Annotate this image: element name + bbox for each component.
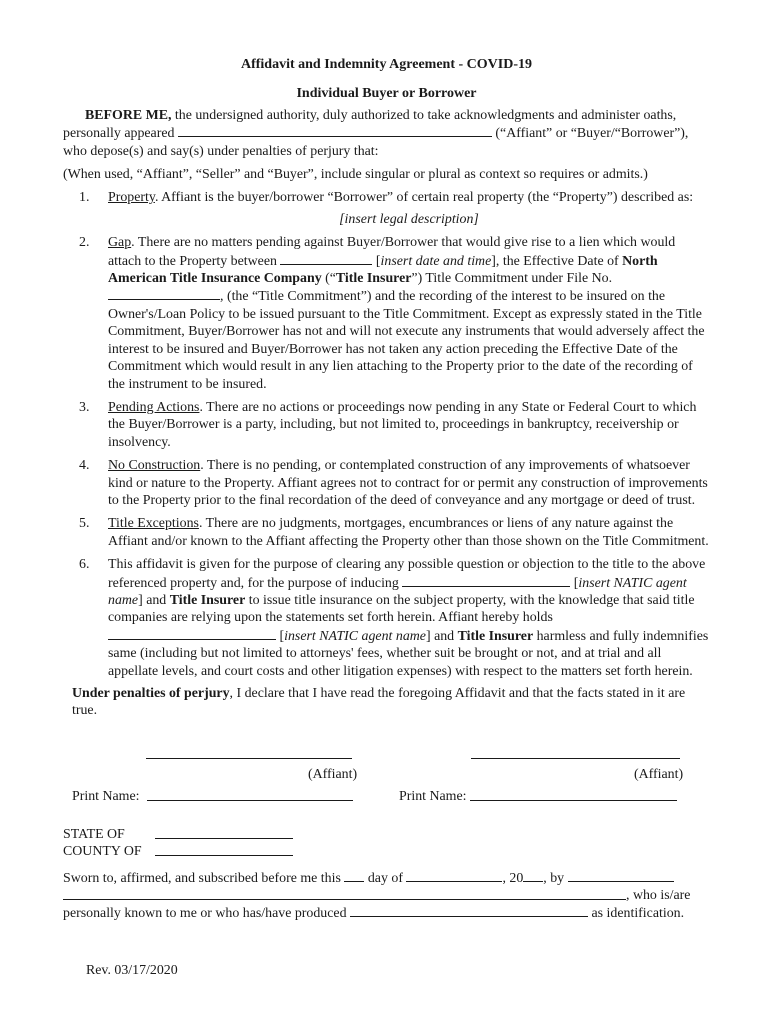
revision-date: Rev. 03/17/2020 bbox=[86, 963, 178, 978]
print-name-field-1[interactable] bbox=[147, 800, 353, 801]
title-insurer-term: Title Insurer bbox=[457, 628, 534, 644]
item-number: 1. bbox=[79, 190, 90, 206]
item-text: . There are no judgments, mortgages, encumbrances or liens of any nature against the Affiant and/or known to the Affiant affecting the Property other than those shown on the Title Commitment. bbox=[108, 516, 709, 549]
item-number: 5. bbox=[79, 516, 90, 532]
item-text: [ bbox=[276, 628, 285, 644]
sworn-text-1: Sworn to, affirmed, and subscribed before me this bbox=[63, 870, 341, 886]
item-text: , (the “Title Commitment”) and the recording of the interest to be insured on the Owner's/Loan Policy to be issued pursuant to the Title Commitment. Except as expressly stated in the Title Commitment, Buyer/Borrower has not and will not execute any instruments that would adversely affect the interest to be insured and Buyer/Borrower has not taken any action preceding the Effective Date of the Commitment which would result in any lien attaching to the Property prior to the date of the recording of the instrument to be insured. bbox=[108, 289, 705, 392]
item-text: . There is no pending, or contemplated construction of any improvements of whatsoever kind or nature to the Property. Affiant agrees not to contract for or permit any construction of improvements to the Property prior to the final recordation of the deed of conveyance and any mortgage or deed of trust. bbox=[108, 458, 708, 508]
sworn-text-6 bbox=[63, 904, 684, 922]
item-number: 2. bbox=[79, 235, 90, 251]
affiant-signature-line-2[interactable] bbox=[471, 758, 680, 759]
affiant-name-blank[interactable] bbox=[178, 124, 492, 137]
sworn-text-2: day of bbox=[367, 870, 403, 886]
item-text: ] and bbox=[425, 628, 458, 644]
year-blank[interactable] bbox=[523, 869, 543, 882]
item-title-exceptions bbox=[63, 515, 710, 550]
sworn-text-3: , 20 bbox=[502, 870, 524, 886]
item-property bbox=[63, 189, 710, 228]
legal-description-placeholder bbox=[108, 211, 710, 228]
item-text: . There are no actions or proceedings now pending in any State or Federal Court to which the Buyer/Borrower is a party, including, but not limited to, proceedings in bankruptcy, receivership or insolvency. bbox=[108, 399, 697, 450]
item-text: . There are no matters pending against Buyer/Borrower that would give rise to a lien which would attach to the Property between bbox=[108, 235, 676, 269]
agent-name-blank-2[interactable] bbox=[108, 627, 276, 640]
item-text: ] and bbox=[138, 592, 170, 608]
item-heading: Gap bbox=[108, 235, 132, 251]
print-name-label-2: Print Name: bbox=[399, 788, 467, 804]
day-blank[interactable] bbox=[344, 869, 364, 882]
notary-jurat bbox=[63, 860, 710, 920]
sworn-text-7: as identification. bbox=[591, 905, 685, 921]
item-number: 3. bbox=[79, 399, 90, 415]
preamble-text: the undersigned authority, duly authorized to take acknowledgments and administer oaths, personally appeared bbox=[63, 107, 677, 142]
state-label: STATE OF bbox=[63, 826, 125, 842]
item-instruction: insert NATIC agent name bbox=[108, 575, 687, 608]
title-insurer-term: Title Insurer bbox=[335, 271, 412, 287]
item-text: ], the Effective Date of bbox=[491, 253, 623, 269]
legal-description-text: [insert legal description] bbox=[339, 211, 479, 227]
affiant-signature-line-1[interactable] bbox=[146, 758, 352, 759]
agent-name-blank-1[interactable] bbox=[402, 574, 570, 587]
sworn-text bbox=[63, 869, 674, 887]
item-instruction: insert date and time bbox=[380, 253, 492, 269]
perjury-lead: Under penalties of perjury bbox=[72, 686, 230, 701]
preamble bbox=[63, 107, 710, 160]
perjury-statement bbox=[63, 685, 710, 720]
affiant-by-blank[interactable] bbox=[568, 869, 674, 882]
item-text: (“ bbox=[321, 271, 336, 287]
item-text: to issue title insurance on the subject property, with the knowledge that said title companies are relying upon the statements set forth herein. Affiant hereby holds bbox=[108, 592, 695, 626]
sworn-text-4: , by bbox=[543, 870, 565, 886]
affiant-label-2: (Affiant) bbox=[634, 766, 684, 782]
title-insurer-term: Title Insurer bbox=[169, 592, 246, 608]
document-subtitle: Individual Buyer or Borrower bbox=[296, 86, 477, 102]
perjury-text: , I declare that I have read the foregoing Affidavit and that the facts stated in it are true. bbox=[72, 686, 686, 719]
item-heading: Title Exceptions bbox=[108, 516, 199, 532]
sworn-text-5: , who is/are bbox=[626, 887, 691, 903]
affiant-label-1: (Affiant) bbox=[308, 766, 358, 782]
gap-date-blank[interactable] bbox=[280, 252, 372, 265]
insurer-name: North American Title Insurance Company bbox=[108, 253, 658, 287]
item-number: 4. bbox=[79, 458, 90, 474]
item-number: 6. bbox=[79, 557, 90, 573]
signature-block bbox=[63, 720, 710, 860]
sworn-text-6a: personally known to me or who has/have produced bbox=[63, 905, 347, 921]
month-blank[interactable] bbox=[406, 869, 502, 882]
item-no-construction bbox=[63, 457, 710, 509]
item-heading: No Construction bbox=[108, 458, 201, 474]
item-text: . Affiant is the buyer/borrower “Borrower” of certain real property (the “Property”) described as: bbox=[154, 190, 694, 206]
print-name-label-1: Print Name: bbox=[72, 788, 140, 804]
preamble-lead: BEFORE ME, bbox=[85, 107, 172, 123]
item-heading: Property bbox=[108, 190, 155, 206]
county-label: COUNTY OF bbox=[63, 843, 142, 859]
item-text: This affidavit is given for the purpose of clearing any possible question or objection to the title to the above referenced property and, for the purpose of inducing bbox=[108, 557, 706, 591]
item-gap bbox=[63, 234, 710, 393]
item-text: harmless and fully indemnifies same (including but not limited to attorneys' fees, whether suit be brought or not, and at trial and all appellate levels, and court costs and other litigation expenses) with respect to the matters set forth herein. bbox=[108, 628, 709, 679]
print-name-field-2[interactable] bbox=[470, 800, 677, 801]
item-pending-actions bbox=[63, 399, 710, 451]
item-indemnity bbox=[63, 556, 710, 680]
item-text: [ bbox=[570, 575, 579, 591]
county-field[interactable] bbox=[155, 855, 293, 856]
usage-note: (When used, “Affiant”, “Seller” and “Buyer”, include singular or plural as context so requires or admits.) bbox=[63, 167, 648, 183]
file-number-blank[interactable] bbox=[108, 287, 220, 300]
preamble-text-2: (“Affiant” or “Buyer/“Borrower”), who depose(s) and say(s) under penalties of perjury that: bbox=[63, 126, 689, 159]
document-title: Affidavit and Indemnity Agreement - COVID-19 bbox=[240, 57, 532, 72]
item-text: ”) Title Commitment under File No. bbox=[411, 271, 613, 287]
item-text: [ bbox=[372, 253, 381, 269]
identification-blank[interactable] bbox=[350, 904, 588, 917]
item-instruction: insert NATIC agent name bbox=[284, 628, 426, 644]
state-field[interactable] bbox=[155, 838, 293, 839]
item-heading: Pending Actions bbox=[108, 399, 200, 415]
affiant-names-line[interactable] bbox=[63, 899, 626, 900]
